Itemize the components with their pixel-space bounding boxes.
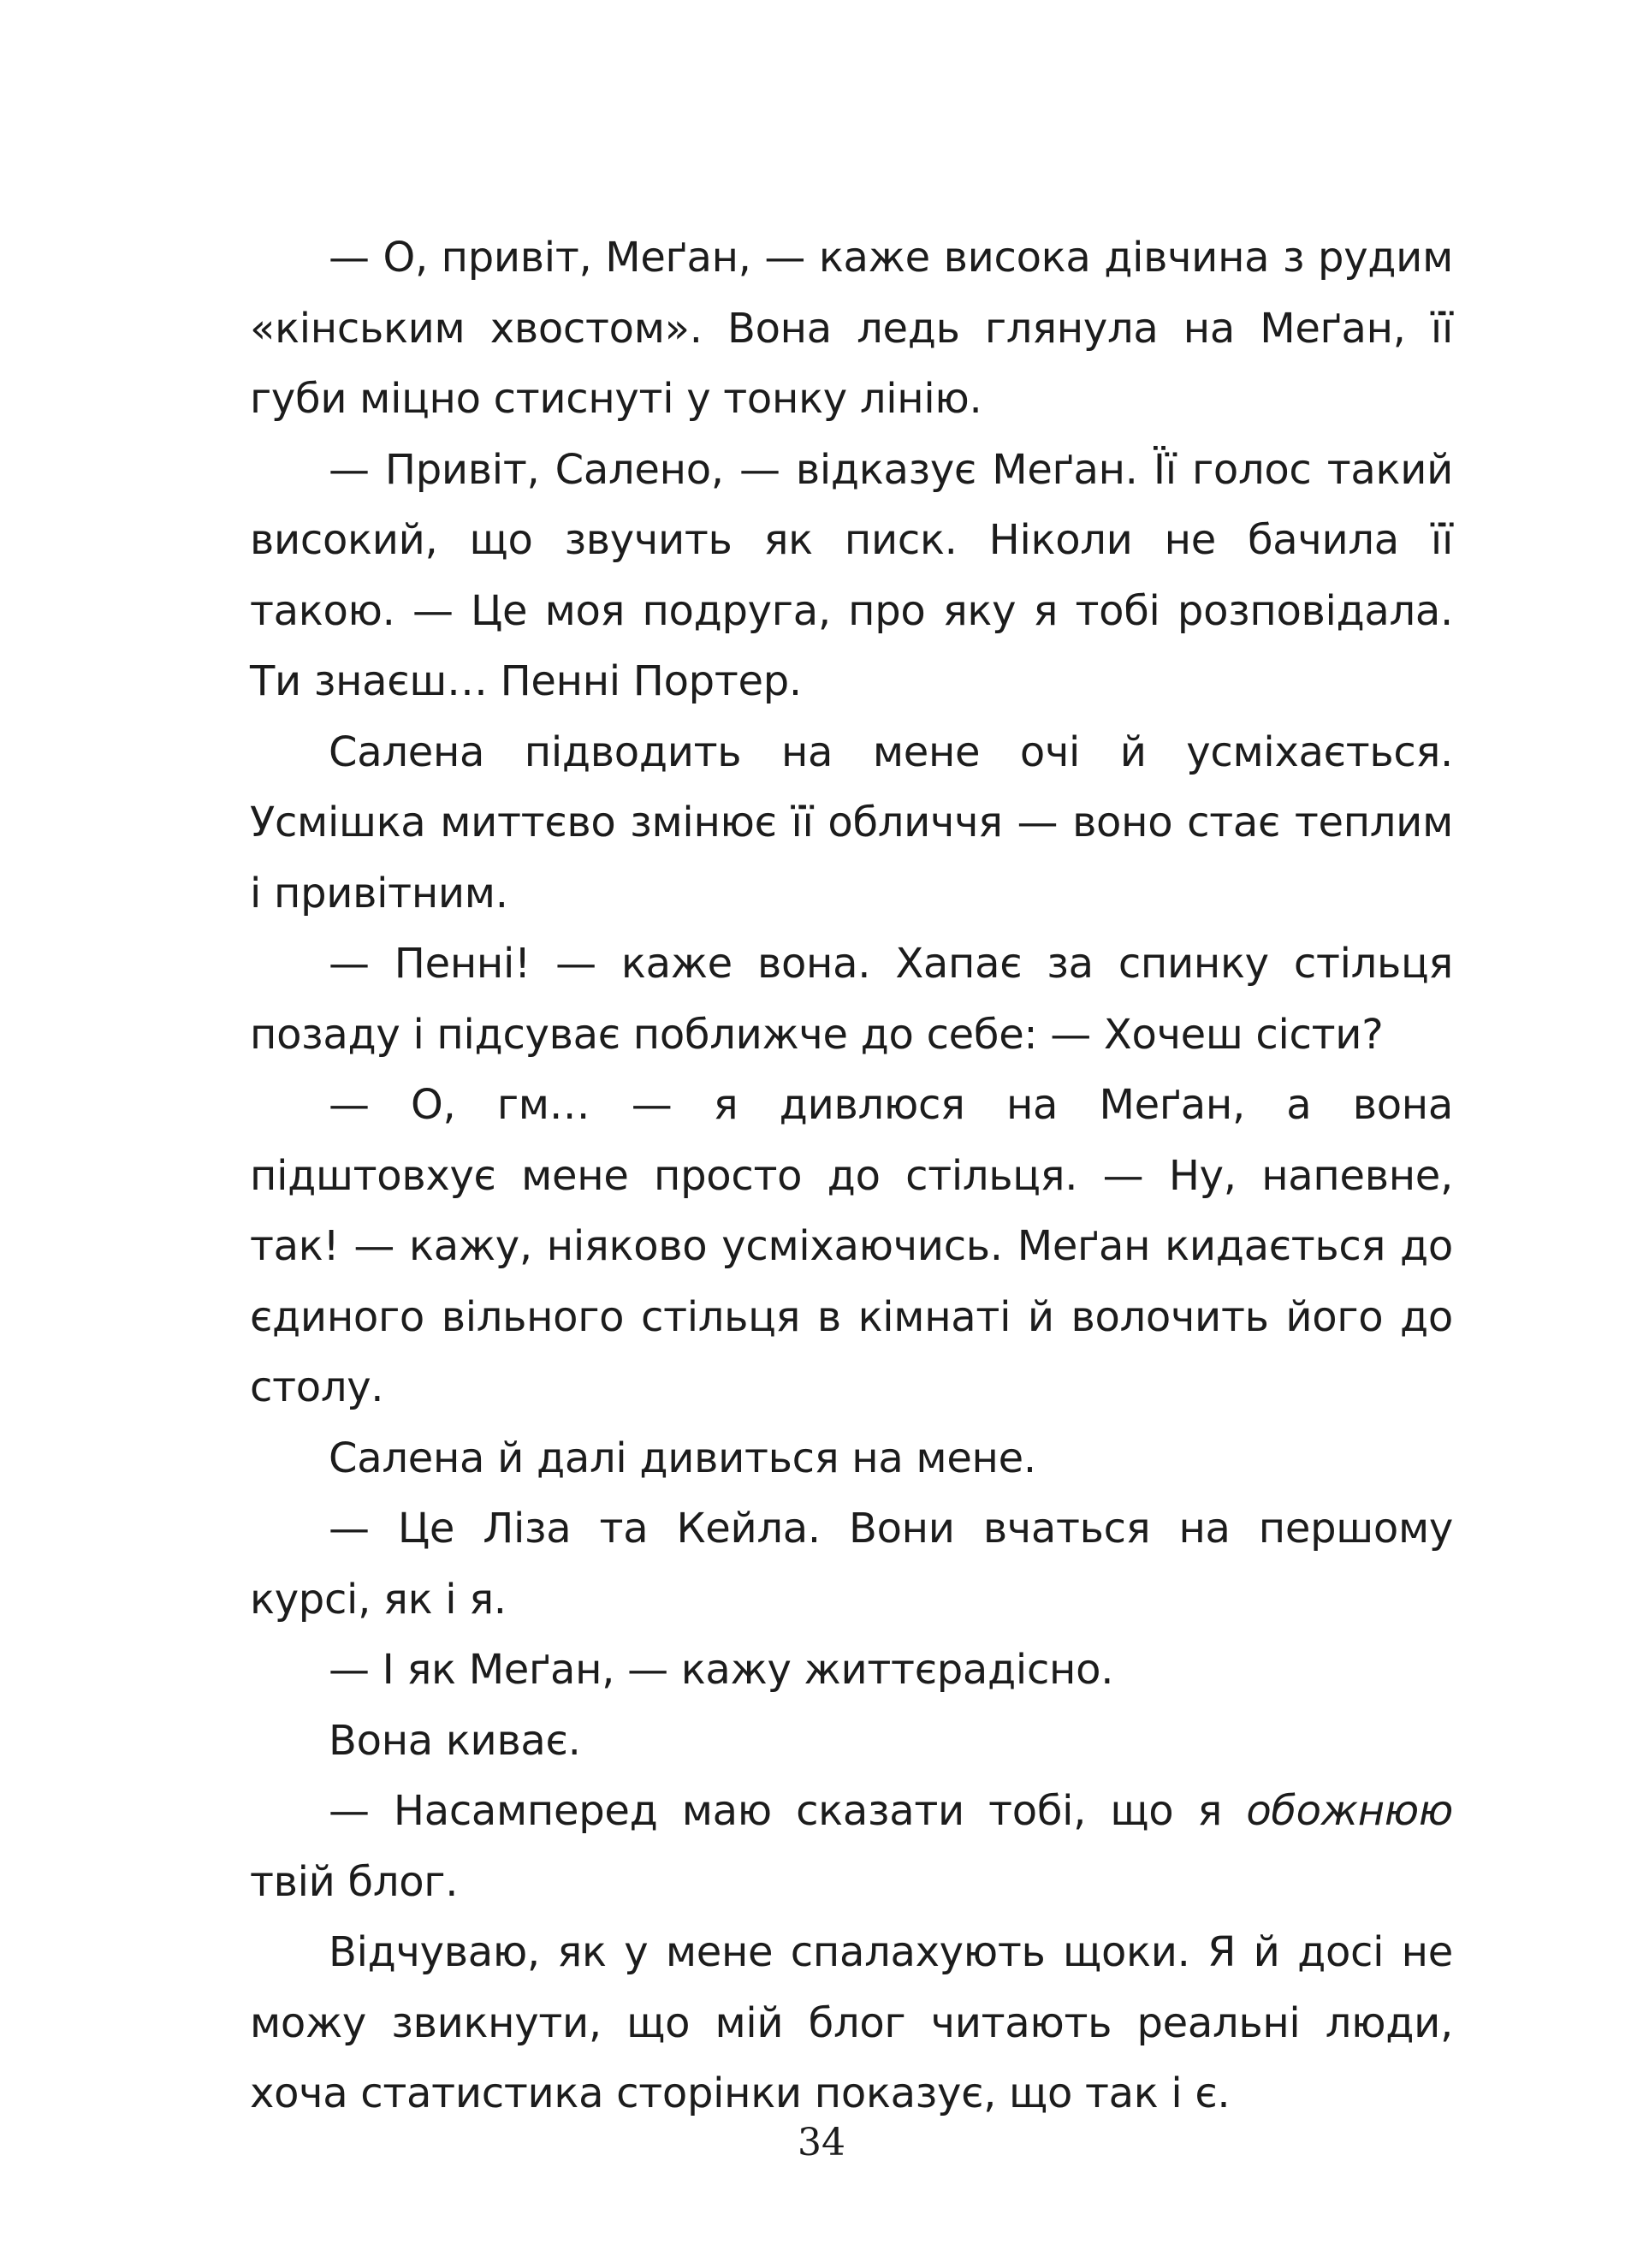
paragraph: — Це Ліза та Кейла. Вони вчаться на першому курсі, як і я. — [250, 1505, 1453, 1624]
body-text — [250, 223, 1453, 2129]
paragraph: — Привіт, Салено, — відказує Меґан. Її голос такий високий, що звучить як писк. Ніколи не бачила її такою. — Це моя подруга, про яку я тобі розповідала. Ти знаєш… Пенні Портер. — [250, 445, 1453, 705]
paragraph: Салена й далі дивиться на мене. — [329, 1434, 1036, 1482]
paragraph-with-emphasis — [250, 1776, 1453, 1917]
paragraph: — І як Меґан, — кажу життєрадісно. — [329, 1646, 1114, 1694]
text-run: — Насамперед маю сказати тобі, що я — [329, 1787, 1247, 1835]
emphasized-word: обожнюю — [1246, 1787, 1453, 1835]
page-number: 34 — [798, 2121, 845, 2164]
paragraph: — О, привіт, Меґан, — каже висока дівчина з рудим «кінським хвостом». Вона ледь глянула на Меґан, її губи міцно стиснуті у тонку лінію. — [250, 234, 1453, 423]
paragraph: Салена підводить на мене очі й усміхається. Усмішка миттєво змінює її обличчя — воно стає теплим і привітним. — [250, 727, 1453, 917]
paragraph: — Пенні! — каже вона. Хапає за спинку стільця позаду і підсуває поближче до себе: — Хочеш сісти? — [250, 940, 1453, 1059]
paragraph: Вона киває. — [329, 1716, 581, 1765]
text-run: твій блог. — [250, 1857, 459, 1906]
paragraph: Відчуваю, як у мене спалахують щоки. Я й досі не можу звикнути, що мій блог читають реальні люди, хоча статистика сторінки показує, що так і є. — [250, 1928, 1453, 2117]
paragraph: — О, гм… — я дивлюся на Меґан, а вона підштовхує мене просто до стільця. — Ну, напевне, так! — кажу, ніяково усміхаючись. Меґан кидається до єдиного вільного стільця в кімнаті й волочить його до столу. — [250, 1081, 1453, 1411]
